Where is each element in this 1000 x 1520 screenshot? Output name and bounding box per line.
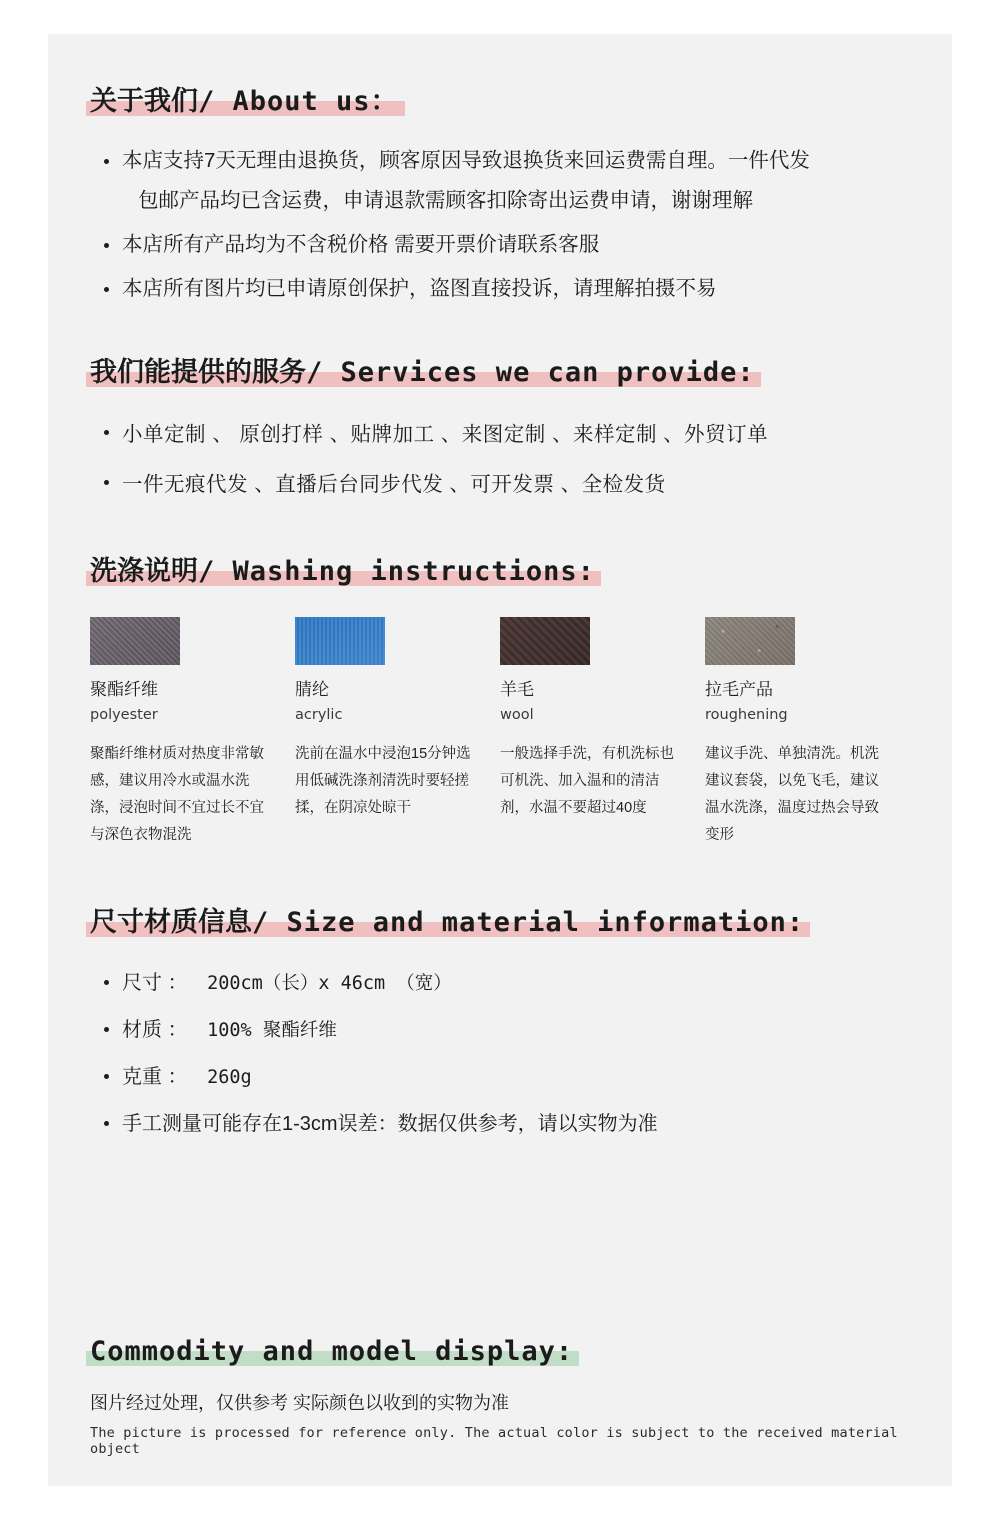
section-size-material <box>90 905 910 1145</box>
fabric-name-zh: 拉毛产品 <box>705 680 773 699</box>
fabric-care-text: 聚酯纤维材质对热度非常敏感，建议用冷水或温水洗涤，浸泡时间不宜过长不宜与深色衣物混洗 <box>90 746 264 843</box>
size-label-2: 克重 ： <box>122 1066 188 1088</box>
size-value-0: 200cm（长）x 46cm （宽） <box>207 973 452 994</box>
service-item-1: 一件无痕代发 、直播后台同步代发 、可开发票 、全检发货 <box>122 473 666 496</box>
section-services <box>90 355 910 508</box>
size-heading-en: / Size and material information: <box>252 907 805 938</box>
document-page <box>48 34 952 1486</box>
fabric-swatch-polyester <box>90 617 180 665</box>
fabric-name-en: roughening <box>705 707 788 723</box>
about-us-list <box>90 141 910 309</box>
fabric-swatch-acrylic <box>295 617 385 665</box>
list-item <box>104 462 910 508</box>
section-washing-instructions <box>90 554 910 849</box>
service-item-0: 小单定制 、 原创打样 、贴牌加工 、来图定制 、来样定制 、外贸订单 <box>122 423 769 446</box>
washing-heading <box>90 554 595 589</box>
size-label-0: 尺寸 ： <box>122 972 188 994</box>
washing-column-roughening <box>705 617 910 849</box>
fabric-care-text: 建议手洗、单独清洗。机洗建议套袋，以免飞毛，建议温水洗涤，温度过热会导致变形 <box>705 746 879 843</box>
washing-columns <box>90 617 910 849</box>
list-item <box>104 225 910 265</box>
about-item-0-line2: 包邮产品均已含运费，申请退款需顾客扣除寄出运费申请，谢谢理解 <box>138 189 753 212</box>
fabric-care-text: 一般选择手洗，有机洗标也可机洗、加入温和的清洁剂，水温不要超过40度 <box>500 746 674 816</box>
size-value-3: 手工测量可能存在1-3cm误差：数据仅供参考，请以实物为准 <box>122 1113 658 1135</box>
size-list <box>90 962 910 1145</box>
commodity-heading-en: Commodity and model display: <box>90 1336 574 1367</box>
document-content <box>48 34 952 1145</box>
fabric-name-zh: 聚酯纤维 <box>90 680 158 699</box>
fabric-swatch-wool <box>500 617 590 665</box>
about-us-heading <box>90 84 399 119</box>
services-heading-zh: 我们能提供的服务 <box>90 357 306 387</box>
commodity-heading <box>90 1335 573 1369</box>
about-us-heading-zh: 关于我们 <box>90 86 198 116</box>
list-item <box>104 269 910 309</box>
commodity-note-en: The picture is processed for reference only. The actual color is subject to the received material object <box>90 1425 898 1457</box>
size-label-1: 材质 ： <box>122 1019 188 1041</box>
list-item <box>104 962 910 1005</box>
washing-heading-zh: 洗涤说明 <box>90 556 198 586</box>
washing-column-acrylic <box>295 617 500 849</box>
washing-heading-en: / Washing instructions: <box>198 556 595 587</box>
fabric-name-en: acrylic <box>295 707 343 723</box>
services-list <box>90 412 910 508</box>
washing-column-polyester <box>90 617 295 849</box>
list-item <box>104 1056 910 1099</box>
list-item <box>104 1103 910 1145</box>
about-us-heading-en: / About us： <box>198 86 399 117</box>
fabric-name-zh: 羊毛 <box>500 680 534 699</box>
washing-column-wool <box>500 617 705 849</box>
fabric-name-en: wool <box>500 707 534 723</box>
list-item <box>104 1009 910 1052</box>
about-item-1-line1: 本店所有产品均为不含税价格 需要开票价请联系客服 <box>122 233 600 256</box>
fabric-care-text: 洗前在温水中浸泡15分钟选用低碱洗涤剂清洗时要轻搓揉，在阴凉处晾干 <box>295 746 471 816</box>
services-heading <box>90 355 755 390</box>
about-item-2-line1: 本店所有图片均已申请原创保护，盗图直接投诉，请理解拍摄不易 <box>122 277 717 300</box>
fabric-swatch-roughening <box>705 617 795 665</box>
commodity-note-zh: 图片经过处理，仅供参考 实际颜色以收到的实物为准 <box>90 1393 509 1413</box>
list-item <box>104 412 910 458</box>
fabric-name-en: polyester <box>90 707 158 723</box>
size-value-1: 100% 聚酯纤维 <box>207 1020 337 1041</box>
size-heading-zh: 尺寸材质信息 <box>90 907 252 937</box>
size-value-2: 260g <box>207 1067 252 1088</box>
fabric-name-zh: 腈纶 <box>295 680 329 699</box>
services-heading-en: / Services we can provide: <box>306 357 755 388</box>
section-commodity-display <box>90 1335 950 1457</box>
size-heading <box>90 905 804 940</box>
list-item <box>104 141 910 221</box>
section-about-us <box>90 84 910 309</box>
about-item-0-line1: 本店支持7天无理由退换货，顾客原因导致退换货来回运费需自理。一件代发 <box>122 149 810 172</box>
